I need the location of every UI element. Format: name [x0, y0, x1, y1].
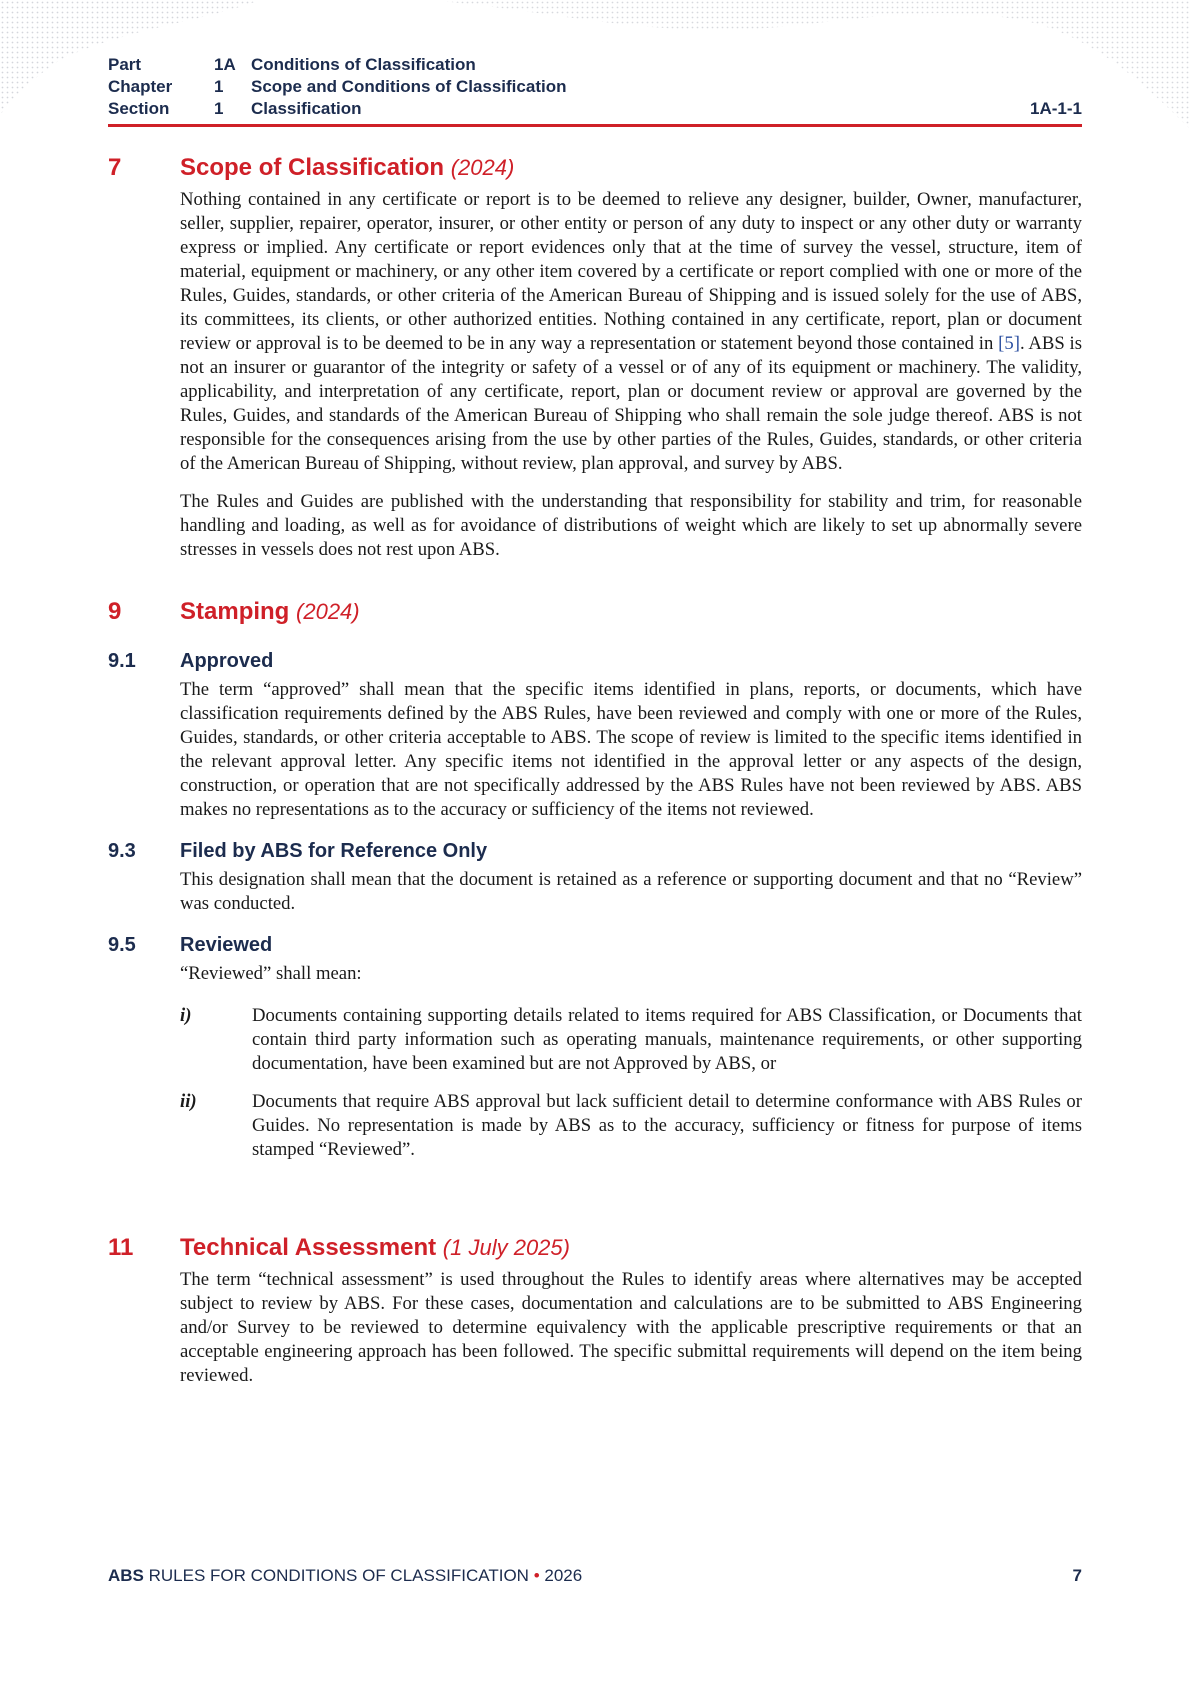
section-9-number: 9 [108, 598, 122, 625]
section-9-title: Stamping [180, 598, 290, 625]
section-11-title: Technical Assessment [180, 1234, 437, 1261]
section-11-paragraph: The term “technical assessment” is used throughout the Rules to identify areas where alternatives may be accepted subject to review by ABS. For these cases, documentation and calculations are to be submitted to ABS Engineering and/or Survey to be reviewed to determine equivalency with the applicable prescriptive requirements or that an acceptable engineering approach has been followed. The specific submittal requirements will depend on the item being reviewed. [180, 1269, 1082, 1386]
header-section-title: Classification [251, 99, 362, 118]
page-footer [108, 1564, 1082, 1588]
subsection-9-1-paragraph: The term “approved” shall mean that the specific items identified in plans, reports, or documents, which have classification requirements defined by the ABS Rules, have been reviewed and comply with one or more of the Rules, Guides, standards, or other criteria acceptable to ABS. The scope of review is limited to the specific items identified in the relevant approval letter. Any specific items not identified in the approval letter or any aspects of the design, construction, or operation that are not specifically addressed by the ABS Rules have not been reviewed by ABS. ABS makes no representations as to the accuracy or sufficiency of the items not reviewed. [180, 679, 1082, 820]
list-item-text: Documents containing supporting details related to items required for ABS Classification, or Documents that contain third party information such as operating manuals, maintenance requirements, or other supporting documentation, have been examined but are not Approved by ABS, or [252, 1005, 1082, 1074]
section-7-revision-tag: (2024) [450, 155, 515, 180]
list-item-label: ii) [180, 1091, 197, 1112]
footer-bullet: • [533, 1566, 540, 1585]
header-section-num: 1 [214, 99, 224, 118]
header-part-title: Conditions of Classification [251, 55, 476, 74]
footer-brand: ABS [108, 1566, 144, 1585]
section-7-title: Scope of Classification [180, 154, 445, 181]
header-chapter-title: Scope and Conditions of Classification [251, 77, 567, 96]
subsection-9-5-paragraph: “Reviewed” shall mean: [180, 963, 362, 984]
subsection-9-1-heading [108, 650, 1082, 678]
header-part-row [108, 54, 1082, 76]
list-item [180, 1004, 1082, 1076]
header-chapter-num: 1 [214, 77, 224, 96]
section-7-paragraph-2: The Rules and Guides are published with the understanding that responsibility for stability and trim, for reasonable handling and loading, as well as for avoidance of distributions of weight which are likely to set up abnormally severe stresses in vessels does not rest upon ABS. [180, 491, 1082, 560]
section-11-number: 11 [108, 1234, 134, 1261]
section-11-heading [108, 1234, 1082, 1268]
footer-year: 2026 [539, 1566, 583, 1585]
subsection-9-1-number: 9.1 [108, 650, 136, 672]
list-item-label: i) [180, 1005, 192, 1026]
section-7-p1-text-a: Nothing contained in any certificate or report is to be deemed to relieve any designer, builder, Owner, manufacturer, seller, supplier, repairer, operator, insurer, or other entity or person of any duty to inspect or any other duty or warranty express or implied. Any certificate or report evidences only that at the time of survey the vessel, structure, item of material, equipment or machinery, or any other item covered by a certificate or report complied with one or more of the Rules, Guides, standards, or other criteria of the American Bureau of Shipping and is issued solely for the use of ABS, its committees, its clients, or other authorized entities. Nothing contained in any certificate, report, plan or document review or approval is to be deemed to be in any way a representation or statement beyond those contained in [180, 189, 1082, 354]
subsection-9-3-heading [108, 840, 1082, 868]
section-11 [108, 1234, 1082, 1388]
header-chapter-key: Chapter [108, 77, 173, 96]
header-section-row [108, 98, 1082, 120]
subsection-9-3-title: Filed by ABS for Reference Only [180, 840, 488, 862]
subsection-9-5-number: 9.5 [108, 934, 136, 956]
subsection-9-3-number: 9.3 [108, 840, 136, 862]
footer-title: RULES FOR CONDITIONS OF CLASSIFICATION [143, 1566, 534, 1585]
header-part-key: Part [108, 55, 142, 74]
section-9-title-wrap [180, 598, 360, 626]
section-11-title-wrap [180, 1234, 570, 1262]
section-7-heading [108, 154, 1082, 188]
section-7-reference-link[interactable]: [5] [998, 333, 1020, 354]
list-item-text: Documents that require ABS approval but lack sufficient detail to determine conformance with ABS Rules or Guides. No representation is made by ABS as to the accuracy, sufficiency or fitness for purpose of items stamped “Reviewed”. [252, 1091, 1082, 1160]
running-header [108, 54, 1082, 120]
section-9 [108, 598, 1082, 1162]
section-7 [108, 154, 1082, 562]
section-7-p1-text-b: . ABS is not an insurer or guarantor of the integrity or safety of a vessel or of any of its equipment or machinery. The validity, applicability, and interpretation of any certificate, report, plan or document review or approval are governed by the Rules, Guides, and standards of the American Bureau of Shipping who shall remain the sole judge thereof. ABS is not responsible for the consequences arising from the use by other parties of the Rules, Guides, standards, or other criteria of the American Bureau of Shipping, without review, plan approval, and survey by ABS. [180, 333, 1082, 474]
section-9-revision-tag: (2024) [296, 599, 360, 624]
section-7-number: 7 [108, 154, 122, 181]
subsection-9-5-title: Reviewed [180, 934, 273, 956]
section-11-revision-tag: (1 July 2025) [442, 1235, 570, 1260]
section-7-title-wrap [180, 154, 514, 182]
section-7-paragraph-1 [180, 188, 1082, 476]
header-chapter-row [108, 76, 1082, 98]
header-divider [108, 124, 1082, 127]
section-9-heading [108, 598, 1082, 632]
subsection-9-3-paragraph: This designation shall mean that the document is retained as a reference or supporting document and that no “Review” was conducted. [180, 869, 1082, 914]
header-page-ref: 1A-1-1 [1030, 99, 1082, 118]
header-section-key: Section [108, 99, 170, 118]
subsection-9-1-title: Approved [180, 650, 274, 672]
footer-page-number: 7 [1072, 1566, 1082, 1585]
list-item [180, 1090, 1082, 1162]
subsection-9-5-heading [108, 934, 1082, 962]
header-part-num: 1A [214, 55, 236, 74]
